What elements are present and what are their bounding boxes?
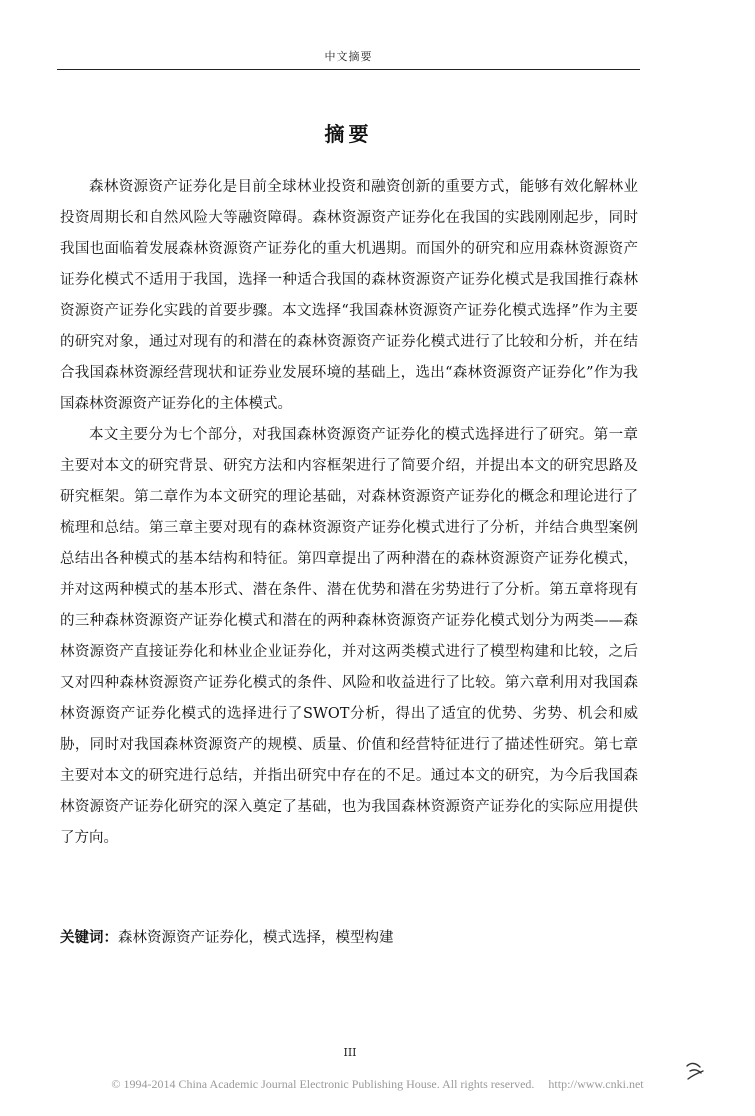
- page-number: III: [343, 1046, 357, 1059]
- abstract-paragraph-2: 本文主要分为七个部分，对我国森林资源资产证券化的模式选择进行了研究。第一章主要对本文的研究背景、研究方法和内容框架进行了简要介绍，并提出本文的研究思路及研究框架。第二章作为本文研究的理论基础，对森林资源资产证券化的概念和理论进行了梳理和总结。第三章主要对现有的森林资源资产证券化模式进行了分析，并结合典型案例总结出各种模式的基本结构和特征。第四章提出了两种潜在的森林资源资产证券化模式，并对这两种模式的基本形式、潜在条件、潜在优势和潜在劣势进行了分析。第五章将现有的三种森林资源资产证券化模式和潜在的两种森林资源资产证券化模式划分为两类——森林资源资产直接证券化和林业企业证券化，并对这两类模式进行了模型构建和比较，之后又对四种森林资源资产证券化模式的条件、风险和收益进行了比较。第六章利用对我国森林资源资产证券化模式的选择进行了SWOT分析，得出了适宜的优势、劣势、机会和威胁，同时对我国森林资源资产的规模、质量、价值和经营特征进行了描述性研究。第七章主要对本文的研究进行总结，并指出研究中存在的不足。通过本文的研究，为今后我国森林资源资产证券化研究的深入奠定了基础，也为我国森林资源资产证券化的实际应用提供了方向。: [60, 427, 638, 846]
- abstract-body: [60, 172, 638, 854]
- footer-url[interactable]: http://www.cnki.net: [548, 1077, 644, 1091]
- footer-copyright: © 1994-2014 China Academic Journal Electronic Publishing House. All rights reserved.: [111, 1077, 535, 1091]
- header-rule: [57, 69, 640, 70]
- footer: [0, 1077, 755, 1092]
- keywords-label: 关键词：: [60, 929, 118, 946]
- abstract-title: 摘要: [324, 122, 373, 146]
- abstract-paragraph-1: 森林资源资产证券化是目前全球林业投资和融资创新的重要方式，能够有效化解林业投资周期长和自然风险大等融资障碍。森林资源资产证券化在我国的实践刚刚起步，同时我国也面临着发展森林资源资产证券化的重大机遇期。而国外的研究和应用森林资源资产证券化模式不适用于我国，选择一种适合我国的森林资源资产证券化模式是我国推行森林资源资产证券化实践的首要步骤。本文选择“我国森林资源资产证券化模式选择”作为主要的研究对象，通过对现有的和潜在的森林资源资产证券化模式进行了比较和分析，并在结合我国森林资源经营现状和证券业发展环境的基础上，选出“森林资源资产证券化”作为我国森林资源资产证券化的主体模式。: [60, 179, 638, 412]
- keywords: [60, 922, 638, 954]
- running-header: 中文摘要: [324, 50, 373, 63]
- keywords-text: 森林资源资产证券化，模式选择，模型构建: [118, 930, 394, 946]
